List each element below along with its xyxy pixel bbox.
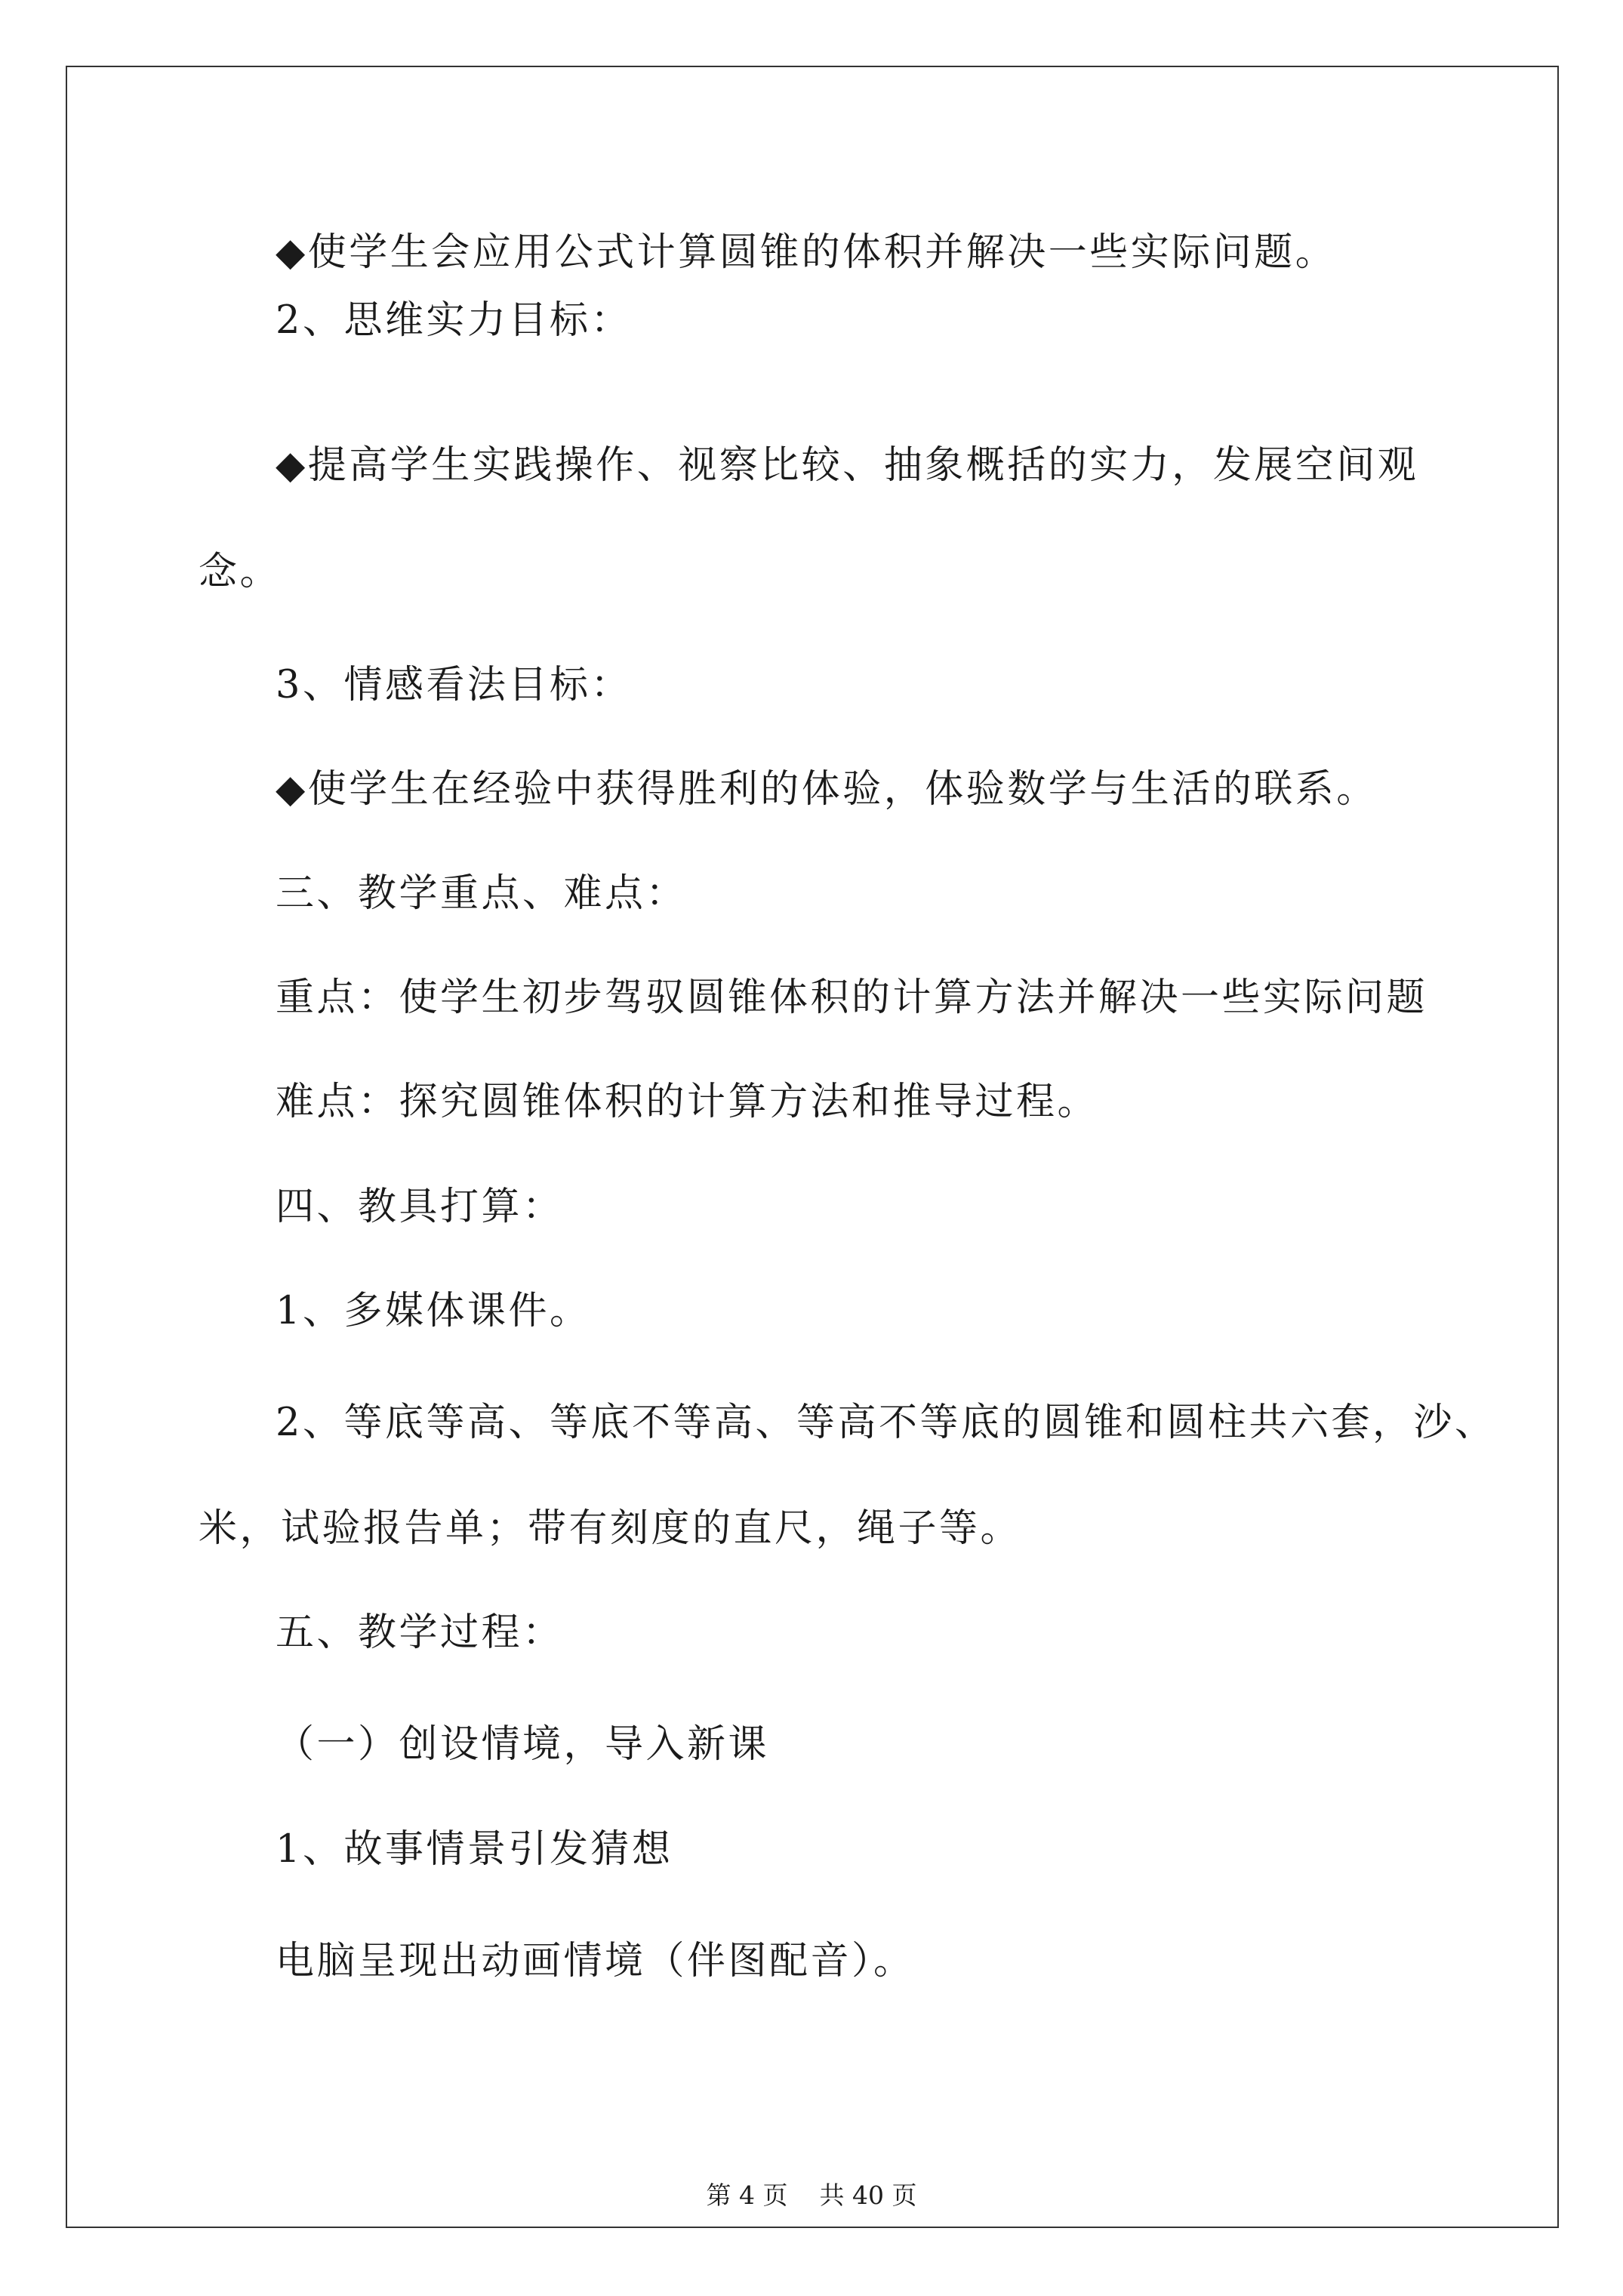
subsection-intro-heading: （一）创设情境，导入新课 <box>276 1722 770 1767</box>
page-border <box>66 66 1559 2228</box>
emotion-goal-heading: 3、情感看法目标： <box>276 663 632 707</box>
key-point-text: 重点：使学生初步驾驭圆锥体积的计算方法并解决一些实际问题 <box>276 975 1428 1020</box>
difficult-point-text: 难点：探究圆锥体积的计算方法和推导过程。 <box>276 1080 1099 1124</box>
thinking-goal-heading: 2、思维实力目标： <box>276 298 632 343</box>
teaching-aid-item-1: 1、多媒体课件。 <box>276 1289 591 1333</box>
story-scene-heading: 1、故事情景引发猜想 <box>276 1827 673 1872</box>
teaching-aid-item-2: 2、等底等高、等底不等高、等高不等底的圆锥和圆柱共六套，沙、 <box>276 1401 1496 1445</box>
goal-bullet-experience: ◆使学生在经验中获得胜利的体验，体验数学与生活的联系。 <box>276 767 1378 812</box>
goal-bullet-abilities-cont: 念。 <box>199 550 282 594</box>
goal-bullet-apply-formula: ◆使学生会应用公式计算圆锥的体积并解决一些实际问题。 <box>276 230 1337 275</box>
section-key-points-heading: 三、教学重点、难点： <box>276 871 688 916</box>
goal-bullet-abilities: ◆提高学生实践操作、视察比较、抽象概括的实力，发展空间观 <box>276 443 1419 488</box>
animation-scene-text: 电脑呈现出动画情境（伴图配音）。 <box>276 1939 915 1983</box>
section-teaching-process-heading: 五、教学过程： <box>276 1610 564 1655</box>
section-teaching-aids-heading: 四、教具打算： <box>276 1185 564 1229</box>
page-number-footer: 第 4 页 共 40 页 <box>706 2180 917 2210</box>
teaching-aid-item-2-cont: 米，试验报告单；带有刻度的直尺，绳子等。 <box>199 1506 1022 1551</box>
